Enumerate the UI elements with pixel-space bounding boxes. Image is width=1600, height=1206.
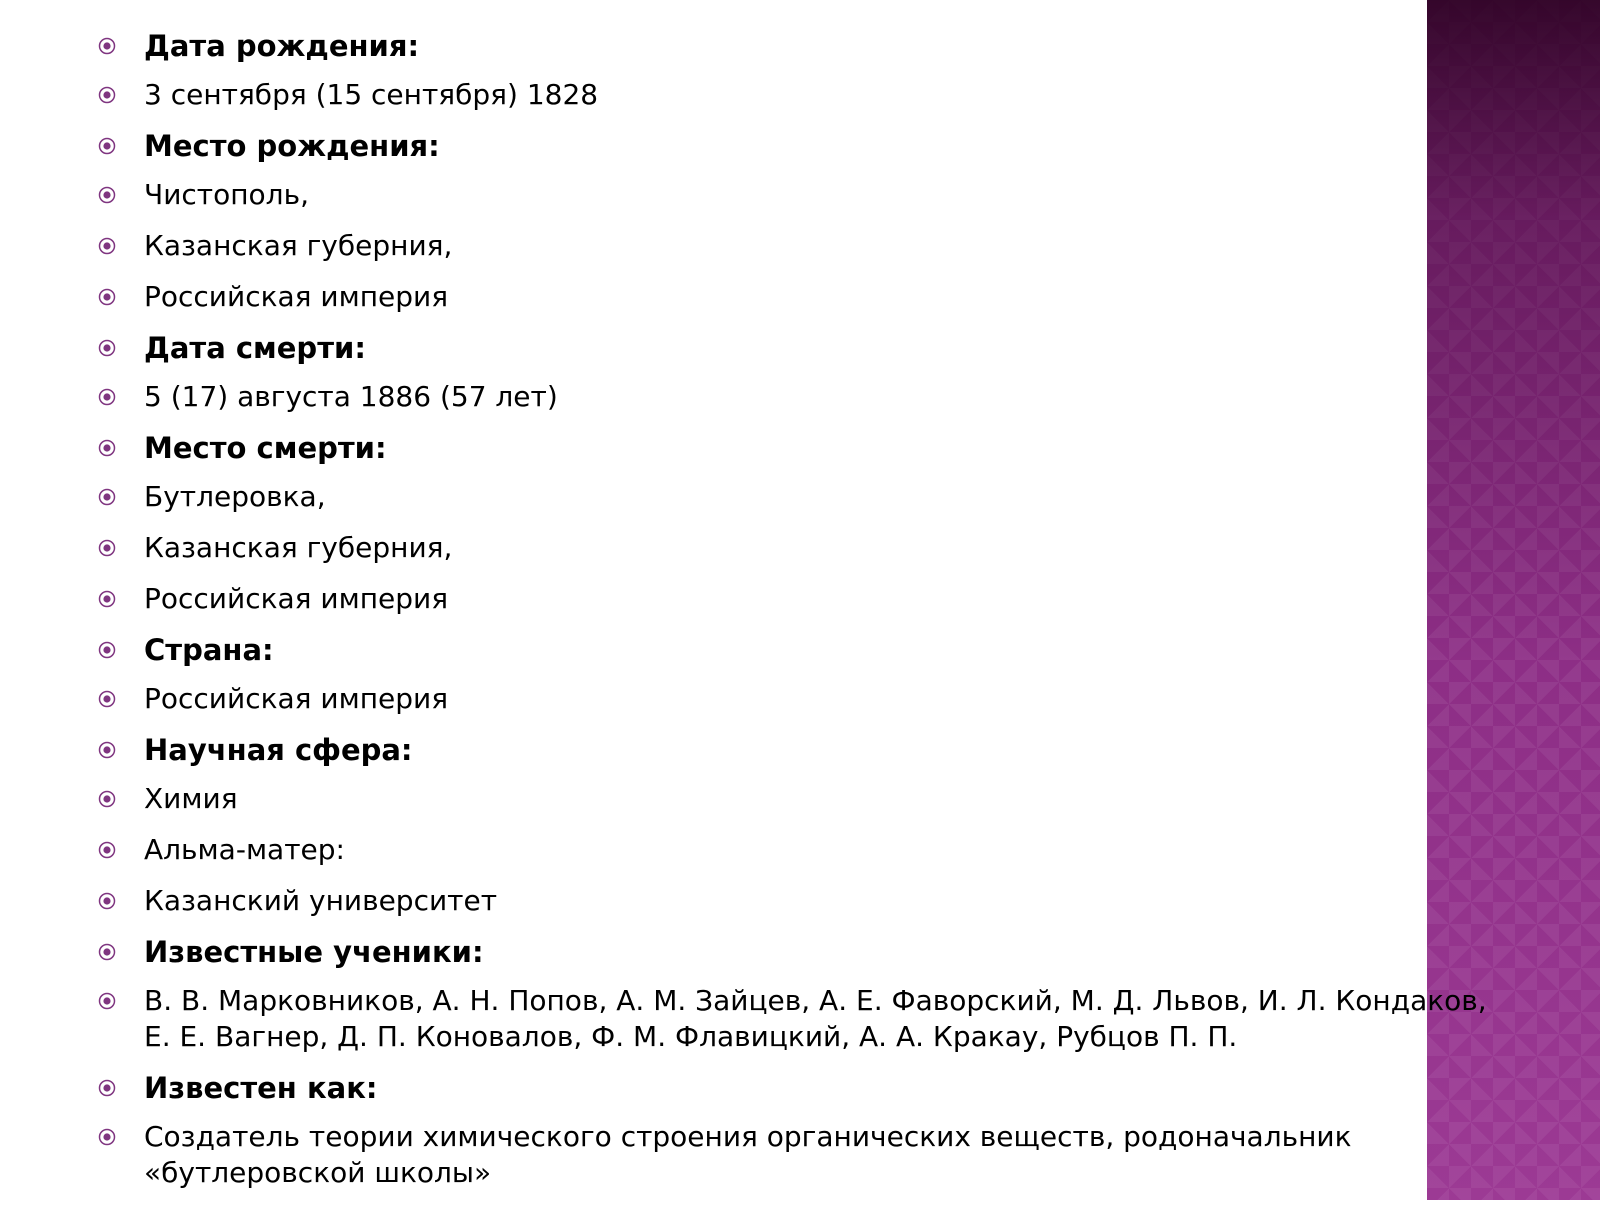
- list-item-text: 3 сентября (15 сентября) 1828: [144, 78, 599, 111]
- list-item-birth-empire: [98, 279, 1518, 330]
- radio-bullet-icon: [98, 943, 116, 961]
- list-item-alma-mater: [98, 883, 1518, 934]
- radio-bullet-icon: [98, 892, 116, 910]
- radio-bullet-icon: [98, 439, 116, 457]
- list-item-text: В. В. Марковников, А. Н. Попов, А. М. Зайцев, А. Е. Фаворский, М. Д. Львов, И. Л. Кондаков, Е. Е. Вагнер, Д. П. Коновалов, Ф. М. Флавицкий, А. А. Кракау, Рубцов П. П.: [144, 984, 1487, 1053]
- list-item-field: [98, 781, 1518, 832]
- list-item-death-village: [98, 479, 1518, 530]
- list-item-text: Дата смерти:: [144, 331, 366, 365]
- list-item-text: Место смерти:: [144, 431, 387, 465]
- list-item-birth-date-label: [98, 28, 1518, 77]
- list-item-text: Казанский университет: [144, 884, 498, 917]
- radio-bullet-icon: [98, 37, 116, 55]
- bullet-list: [98, 28, 1518, 1206]
- list-item-death-date: [98, 379, 1518, 430]
- list-item-text: Чистополь,: [144, 178, 309, 211]
- radio-bullet-icon: [98, 288, 116, 306]
- list-item-text: Страна:: [144, 633, 274, 667]
- radio-bullet-icon: [98, 790, 116, 808]
- list-item-alma-mater-label: [98, 832, 1518, 883]
- list-item-birth-province: [98, 228, 1518, 279]
- radio-bullet-icon: [98, 137, 116, 155]
- radio-bullet-icon: [98, 1079, 116, 1097]
- list-item-text: Бутлеровка,: [144, 480, 326, 513]
- list-item-known-as-label: [98, 1070, 1518, 1119]
- list-item-field-label: [98, 732, 1518, 781]
- list-item-text: Место рождения:: [144, 129, 440, 163]
- radio-bullet-icon: [98, 690, 116, 708]
- list-item-country: [98, 681, 1518, 732]
- radio-bullet-icon: [98, 841, 116, 859]
- radio-bullet-icon: [98, 86, 116, 104]
- list-item-text: Дата рождения:: [144, 29, 420, 63]
- list-item-text: Альма-матер:: [144, 833, 345, 866]
- list-item-birth-city: [98, 177, 1518, 228]
- list-item-death-empire: [98, 581, 1518, 632]
- list-item-birth-place-label: [98, 128, 1518, 177]
- radio-bullet-icon: [98, 641, 116, 659]
- list-item-text: Научная сфера:: [144, 733, 413, 767]
- list-item-text: Известен как:: [144, 1071, 378, 1105]
- list-item-students-label: [98, 934, 1518, 983]
- list-item-text: Казанская губерния,: [144, 229, 453, 262]
- radio-bullet-icon: [98, 992, 116, 1010]
- list-item-text: Известные ученики:: [144, 935, 484, 969]
- list-item-text: Казанская губерния,: [144, 531, 453, 564]
- list-item-text: 5 (17) августа 1886 (57 лет): [144, 380, 558, 413]
- slide-content: [98, 28, 1518, 1206]
- list-item-text: Российская империя: [144, 682, 449, 715]
- list-item-birth-date: [98, 77, 1518, 128]
- list-item-text: Российская империя: [144, 280, 449, 313]
- list-item-death-province: [98, 530, 1518, 581]
- radio-bullet-icon: [98, 186, 116, 204]
- list-item-text: Создатель теории химического строения органических веществ, родоначальник «бутлеровской школы»: [144, 1120, 1352, 1189]
- list-item-country-label: [98, 632, 1518, 681]
- list-item-text: Химия: [144, 782, 238, 815]
- radio-bullet-icon: [98, 488, 116, 506]
- list-item-students: [98, 983, 1518, 1070]
- list-item-known-as: [98, 1119, 1518, 1206]
- radio-bullet-icon: [98, 339, 116, 357]
- list-item-text: Российская империя: [144, 582, 449, 615]
- radio-bullet-icon: [98, 539, 116, 557]
- radio-bullet-icon: [98, 237, 116, 255]
- list-item-death-place-label: [98, 430, 1518, 479]
- radio-bullet-icon: [98, 590, 116, 608]
- radio-bullet-icon: [98, 741, 116, 759]
- radio-bullet-icon: [98, 388, 116, 406]
- radio-bullet-icon: [98, 1128, 116, 1146]
- list-item-death-date-label: [98, 330, 1518, 379]
